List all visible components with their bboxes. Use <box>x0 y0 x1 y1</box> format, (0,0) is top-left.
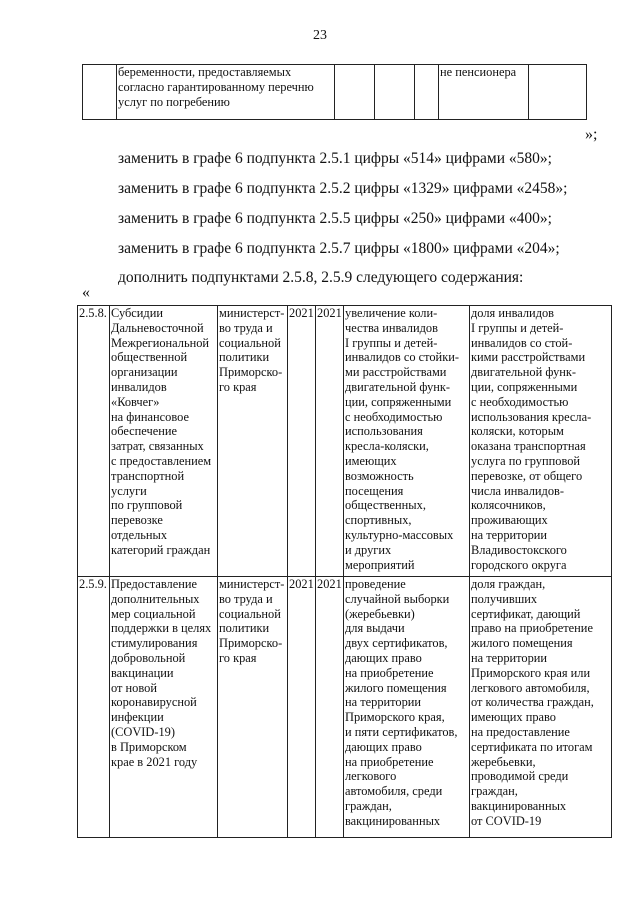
table-cell <box>83 65 117 120</box>
table-cell <box>529 65 587 120</box>
instruction-line: заменить в графе 6 подпункта 2.5.5 цифры «250» цифрами «400»; <box>118 210 552 227</box>
expected-result: увеличение коли- чества инвалидов I группы и детей- инвалидов со стойки- ми расстройствами двигательной функ- ции, сопряженными с необходимостью использования кресла-коляски, имеющих возможность посещения общественных, спортивных, культурно-массовых и других мероприятий <box>344 306 470 577</box>
indicator: доля инвалидов I группы и детей- инвалидов со стой- кими расстройствами двигательной функ- ции, сопряженными с необходимостью использования кресла- коляски, которым оказана транспортная услуга по групповой перевозке, от общего числа инвалидов- колясочников, проживающих на территории Владивостокского городского округа <box>470 306 612 577</box>
table-cell <box>375 65 415 120</box>
measure-name: Предоставление дополнительных мер социальной поддержки в целях стимулирования добровольной вакцинации от новой коронавирусной инфекции (COVID-19) в Приморском крае в 2021 году <box>110 577 218 838</box>
table-cell: беременности, предоставляемых согласно гарантированному перечню услуг по погребению <box>117 65 335 120</box>
measure-name: Субсидии Дальневосточной Межрегиональной общественной организации инвалидов «Ковчег» на финансовое обеспечение затрат, связанных с предоставлением транспортной услуги по групповой перевозке отдельных категорий граждан <box>110 306 218 577</box>
instruction-line: заменить в графе 6 подпункта 2.5.1 цифры «514» цифрами «580»; <box>118 150 552 167</box>
executor: министерст- во труда и социальной политики Приморско- го края <box>218 577 288 838</box>
instruction-line: заменить в графе 6 подпункта 2.5.2 цифры «1329» цифрами «2458»; <box>118 180 568 197</box>
executor: министерст- во труда и социальной политики Приморско- го края <box>218 306 288 577</box>
row-number: 2.5.9. <box>78 577 110 838</box>
year-start: 2021 <box>288 306 316 577</box>
table-cell <box>335 65 375 120</box>
opening-quote: « <box>82 284 90 301</box>
indicator: доля граждан, получивших сертификат, дающий право на приобретение жилого помещения на территории Приморского края или легкового автомобиля, от количества граждан, имеющих право на предоставление сертификата по итогам жеребьевки, проводимой среди граждан, вакцинированных от COVID-19 <box>470 577 612 838</box>
table-cell: не пенсионера <box>439 65 529 120</box>
table-row <box>83 65 587 120</box>
subprogram-table <box>77 305 612 838</box>
closing-quote: »; <box>585 126 598 143</box>
year-end: 2021 <box>316 577 344 838</box>
table-cell <box>415 65 439 120</box>
year-start: 2021 <box>288 577 316 838</box>
table-row <box>78 577 612 838</box>
expected-result: проведение случайной выборки (жеребьевки) для выдачи двух сертификатов, дающих право на приобретение жилого помещения на территории Приморского края, и пяти сертификатов, дающих право на приобретение легкового автомобиля, среди граждан, вакцинированных <box>344 577 470 838</box>
year-end: 2021 <box>316 306 344 577</box>
table-row <box>78 306 612 577</box>
continuation-table <box>82 64 587 120</box>
instruction-line: заменить в графе 6 подпункта 2.5.7 цифры «1800» цифрами «204»; <box>118 240 560 257</box>
page-number: 23 <box>313 28 327 43</box>
instruction-line: дополнить подпунктами 2.5.8, 2.5.9 следующего содержания: <box>118 269 524 286</box>
row-number: 2.5.8. <box>78 306 110 577</box>
